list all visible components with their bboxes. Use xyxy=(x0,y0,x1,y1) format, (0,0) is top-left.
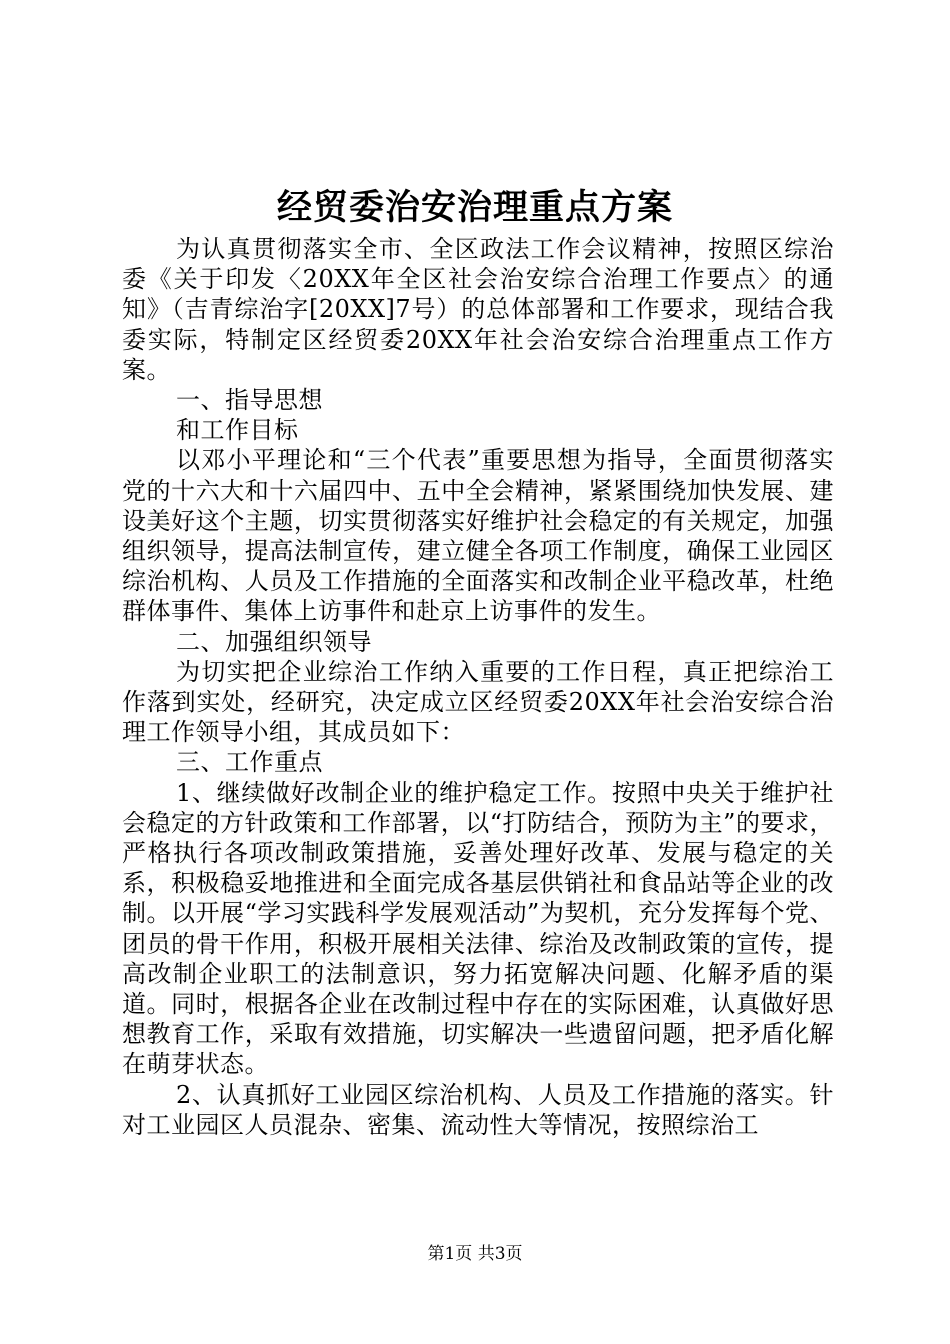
work-item-2: 2、认真抓好工业园区综治机构、人员及工作措施的落实。针对工业园区人员混杂、密集、流动性大等情况，按照综治工 xyxy=(122,1080,834,1139)
work-item-1: 1、继续做好改制企业的维护稳定工作。按照中央关于维护社会稳定的方针政策和工作部署，以“打防结合，预防为主”的要求，严格执行各项改制政策措施，妥善处理好改革、发展与稳定的关系，积极稳妥地推进和全面完成各基层供销社和食品站等企业的改制。以开展“学习实践科学发展观活动”为契机，充分发挥每个党、团员的骨干作用，积极开展相关法律、综治及改制政策的宣传，提高改制企业职工的法制意识，努力拓宽解决问题、化解矛盾的渠道。同时，根据各企业在改制过程中存在的实际困难，认真做好思想教育工作，采取有效措施，切实解决一些遗留问题，把矛盾化解在萌芽状态。 xyxy=(122,778,834,1079)
guiding-ideology-paragraph: 以邓小平理论和“三个代表”重要思想为指导，全面贯彻落实党的十六大和十六届四中、五中全会精神，紧紧围绕加快发展、建设美好这个主题，切实贯彻落实好维护社会稳定的有关规定，加强组织领导，提高法制宣传，建立健全各项工作制度，确保工业园区综治机构、人员及工作措施的全面落实和改制企业平稳改革，杜绝群体事件、集体上访事件和赴京上访事件的发生。 xyxy=(122,446,834,626)
page-footer: 第1页 共3页 xyxy=(427,1244,523,1264)
section-heading-2: 二、加强组织领导 xyxy=(176,627,372,656)
section-heading-3: 三、工作重点 xyxy=(176,748,323,777)
document-body xyxy=(122,234,834,1140)
intro-paragraph: 为认真贯彻落实全市、全区政法工作会议精神，按照区综治委《关于印发〈20XX年全区社会治安综合治理工作要点〉的通知》（吉青综治字[20XX]7号）的总体部署和工作要求，现结合我委实际，特制定区经贸委20XX年社会治安综合治理重点工作方案。 xyxy=(122,235,834,384)
section-heading-1-continued: 和工作目标 xyxy=(176,416,299,445)
section-heading-1: 一、指导思想 xyxy=(176,386,323,415)
organization-paragraph: 为切实把企业综治工作纳入重要的工作日程，真正把综治工作落到实处，经研究，决定成立区经贸委20XX年社会治安综合治理工作领导小组，其成员如下： xyxy=(122,657,834,747)
document-title: 经贸委治安治理重点方案 xyxy=(276,187,673,228)
